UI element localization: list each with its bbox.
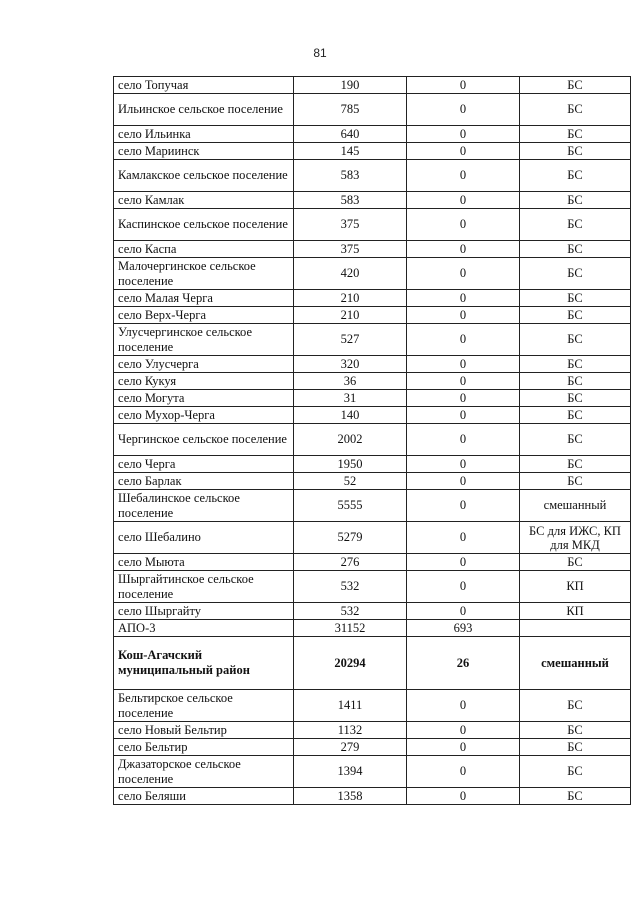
value-cell: 0 — [407, 290, 520, 307]
type-cell: БС — [520, 290, 631, 307]
table-row — [114, 390, 631, 407]
table-row — [114, 424, 631, 456]
table-row — [114, 637, 631, 690]
type-cell: БС — [520, 356, 631, 373]
table-row — [114, 756, 631, 788]
settlement-name: село Каспа — [114, 241, 294, 258]
table-row — [114, 571, 631, 603]
value-cell: 0 — [407, 209, 520, 241]
value-cell: 0 — [407, 307, 520, 324]
table-row — [114, 143, 631, 160]
type-cell: БС — [520, 143, 631, 160]
type-cell: БС — [520, 722, 631, 739]
value-cell: 26 — [407, 637, 520, 690]
settlement-name: село Камлак — [114, 192, 294, 209]
page-number: 81 — [313, 46, 327, 60]
type-cell: БС — [520, 739, 631, 756]
settlement-name: село Могута — [114, 390, 294, 407]
value-cell: 693 — [407, 620, 520, 637]
type-cell: БС — [520, 209, 631, 241]
value-cell: 0 — [407, 143, 520, 160]
type-cell: БС — [520, 241, 631, 258]
population-cell: 5555 — [294, 490, 407, 522]
value-cell: 0 — [407, 126, 520, 143]
settlement-name: Кош-Агачский муниципальный район — [114, 637, 294, 690]
table-row — [114, 739, 631, 756]
settlement-name: село Новый Бельтир — [114, 722, 294, 739]
table-row — [114, 490, 631, 522]
table-row — [114, 373, 631, 390]
table-row — [114, 722, 631, 739]
table-row — [114, 356, 631, 373]
population-cell: 1950 — [294, 456, 407, 473]
population-cell: 527 — [294, 324, 407, 356]
settlements-table — [113, 76, 631, 805]
population-cell: 1132 — [294, 722, 407, 739]
type-cell: БС — [520, 373, 631, 390]
population-cell: 583 — [294, 192, 407, 209]
value-cell: 0 — [407, 373, 520, 390]
table-row — [114, 603, 631, 620]
settlement-name: Улусчергинское сельское поселение — [114, 324, 294, 356]
table-row — [114, 690, 631, 722]
population-cell: 20294 — [294, 637, 407, 690]
type-cell: БС — [520, 407, 631, 424]
type-cell: БС — [520, 456, 631, 473]
type-cell: БС — [520, 94, 631, 126]
table-row — [114, 258, 631, 290]
population-cell: 532 — [294, 603, 407, 620]
value-cell: 0 — [407, 456, 520, 473]
population-cell: 420 — [294, 258, 407, 290]
type-cell: смешанный — [520, 490, 631, 522]
type-cell: БС — [520, 390, 631, 407]
table-row — [114, 407, 631, 424]
population-cell: 140 — [294, 407, 407, 424]
settlement-name: село Мухор-Черга — [114, 407, 294, 424]
population-cell: 36 — [294, 373, 407, 390]
settlement-name: село Улусчерга — [114, 356, 294, 373]
population-cell: 785 — [294, 94, 407, 126]
population-cell: 210 — [294, 307, 407, 324]
population-cell: 145 — [294, 143, 407, 160]
type-cell: смешанный — [520, 637, 631, 690]
population-cell: 276 — [294, 554, 407, 571]
type-cell: БС — [520, 192, 631, 209]
population-cell: 279 — [294, 739, 407, 756]
population-cell: 52 — [294, 473, 407, 490]
type-cell: БС — [520, 788, 631, 805]
value-cell: 0 — [407, 756, 520, 788]
settlement-name: Чергинское сельское поселение — [114, 424, 294, 456]
type-cell: БС для ИЖС, КП для МКД — [520, 522, 631, 554]
settlement-name: село Ильинка — [114, 126, 294, 143]
type-cell: БС — [520, 77, 631, 94]
value-cell: 0 — [407, 522, 520, 554]
value-cell: 0 — [407, 722, 520, 739]
settlement-name: село Черга — [114, 456, 294, 473]
value-cell: 0 — [407, 390, 520, 407]
type-cell: БС — [520, 160, 631, 192]
type-cell: БС — [520, 258, 631, 290]
population-cell: 640 — [294, 126, 407, 143]
population-cell: 320 — [294, 356, 407, 373]
value-cell: 0 — [407, 473, 520, 490]
table-row — [114, 456, 631, 473]
value-cell: 0 — [407, 690, 520, 722]
table-row — [114, 620, 631, 637]
type-cell: БС — [520, 473, 631, 490]
settlement-name: село Бельтир — [114, 739, 294, 756]
settlement-name: село Барлак — [114, 473, 294, 490]
settlement-name: село Кукуя — [114, 373, 294, 390]
population-cell: 1411 — [294, 690, 407, 722]
type-cell: БС — [520, 424, 631, 456]
settlement-name: АПО-3 — [114, 620, 294, 637]
value-cell: 0 — [407, 77, 520, 94]
value-cell: 0 — [407, 739, 520, 756]
value-cell: 0 — [407, 324, 520, 356]
type-cell: БС — [520, 307, 631, 324]
settlement-name: село Топучая — [114, 77, 294, 94]
population-cell: 2002 — [294, 424, 407, 456]
settlement-name: село Шебалино — [114, 522, 294, 554]
population-cell: 375 — [294, 241, 407, 258]
settlement-name: Джазаторское сельское поселение — [114, 756, 294, 788]
settlement-name: село Малая Черга — [114, 290, 294, 307]
table-row — [114, 241, 631, 258]
settlement-name: село Беляши — [114, 788, 294, 805]
type-cell: БС — [520, 756, 631, 788]
table-row — [114, 522, 631, 554]
value-cell: 0 — [407, 788, 520, 805]
settlement-name: Каспинское сельское поселение — [114, 209, 294, 241]
settlement-name: Камлакское сельское поселение — [114, 160, 294, 192]
value-cell: 0 — [407, 571, 520, 603]
value-cell: 0 — [407, 407, 520, 424]
table-row — [114, 77, 631, 94]
settlement-name: Шыргайтинское сельское поселение — [114, 571, 294, 603]
table-row — [114, 554, 631, 571]
population-cell: 190 — [294, 77, 407, 94]
value-cell: 0 — [407, 241, 520, 258]
settlement-name: Малочергинское сельское поселение — [114, 258, 294, 290]
population-cell: 1358 — [294, 788, 407, 805]
settlement-name: село Шыргайту — [114, 603, 294, 620]
value-cell: 0 — [407, 258, 520, 290]
type-cell: БС — [520, 126, 631, 143]
type-cell: БС — [520, 554, 631, 571]
table-row — [114, 473, 631, 490]
type-cell: БС — [520, 690, 631, 722]
table-row — [114, 126, 631, 143]
value-cell: 0 — [407, 603, 520, 620]
table-row — [114, 324, 631, 356]
type-cell: КП — [520, 603, 631, 620]
value-cell: 0 — [407, 424, 520, 456]
table-row — [114, 307, 631, 324]
type-cell: КП — [520, 571, 631, 603]
population-cell: 532 — [294, 571, 407, 603]
population-cell: 583 — [294, 160, 407, 192]
population-cell: 1394 — [294, 756, 407, 788]
value-cell: 0 — [407, 356, 520, 373]
table-row — [114, 209, 631, 241]
population-cell: 31 — [294, 390, 407, 407]
type-cell — [520, 620, 631, 637]
table-row — [114, 788, 631, 805]
value-cell: 0 — [407, 160, 520, 192]
value-cell: 0 — [407, 94, 520, 126]
value-cell: 0 — [407, 490, 520, 522]
table-row — [114, 192, 631, 209]
settlement-name: село Верх-Черга — [114, 307, 294, 324]
population-cell: 210 — [294, 290, 407, 307]
value-cell: 0 — [407, 554, 520, 571]
settlement-name: Шебалинское сельское поселение — [114, 490, 294, 522]
population-cell: 31152 — [294, 620, 407, 637]
settlement-name: Бельтирское сельское поселение — [114, 690, 294, 722]
settlement-name: село Мыюта — [114, 554, 294, 571]
table-row — [114, 160, 631, 192]
table-row — [114, 290, 631, 307]
value-cell: 0 — [407, 192, 520, 209]
settlement-name: Ильинское сельское поселение — [114, 94, 294, 126]
population-cell: 375 — [294, 209, 407, 241]
population-cell: 5279 — [294, 522, 407, 554]
type-cell: БС — [520, 324, 631, 356]
table-row — [114, 94, 631, 126]
settlement-name: село Мариинск — [114, 143, 294, 160]
